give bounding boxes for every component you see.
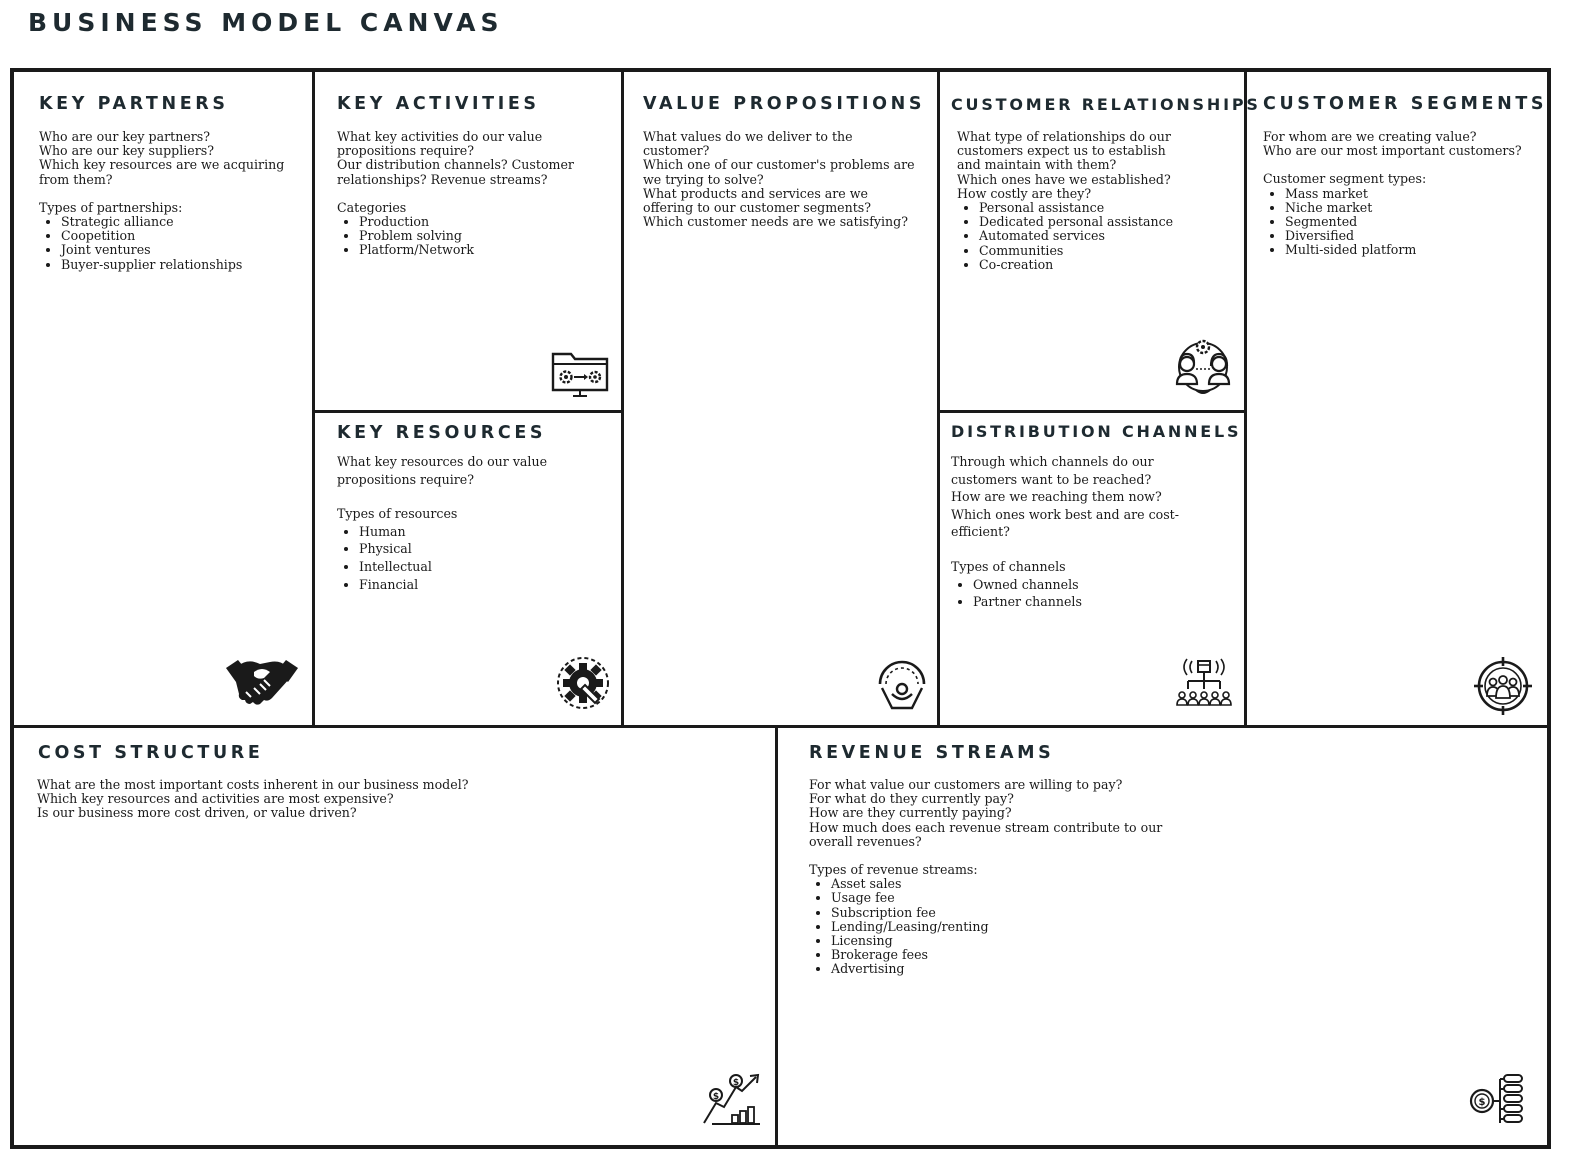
key-activities-block (315, 72, 621, 410)
list-title: Types of partnerships: (39, 199, 183, 215)
key-partners-block (14, 72, 312, 725)
list-item: • Automated services (979, 229, 1193, 243)
distribution-network-icon (1176, 657, 1232, 713)
channel-types-list (951, 576, 1179, 611)
list-item: • Asset sales (831, 877, 1209, 891)
question: How much does each revenue stream contribute to our overall revenues? (809, 819, 1163, 849)
resource-types-list (337, 523, 577, 593)
list-item: • Mass market (1285, 187, 1539, 201)
list-item: • Financial (359, 576, 577, 594)
list-item: • Owned channels (973, 576, 1179, 594)
list-title: Categories (337, 199, 407, 215)
block-title: KEY RESOURCES (337, 423, 547, 443)
question: How costly are they? (957, 185, 1092, 201)
question: Which key resources and activities are most expensive? (37, 791, 394, 807)
list-item: • Dedicated personal assistance (979, 215, 1193, 229)
list-item: • Coopetition (61, 229, 311, 243)
question: Which key resources are we acquiring from them? (39, 157, 285, 187)
block-body (809, 778, 1209, 977)
list-title: Types of resources (337, 506, 458, 522)
svg-text:$: $ (712, 1092, 720, 1102)
list-item: • Subscription fee (831, 906, 1209, 920)
page-title: BUSINESS MODEL CANVAS (28, 8, 504, 37)
question: Which one of our customer's problems are we trying to solve? (643, 157, 915, 187)
question: Is our business more cost driven, or value driven? (37, 805, 357, 821)
question: Which customer needs are we satisfying? (643, 214, 908, 230)
list-item: • Platform/Network (359, 243, 581, 257)
list-item: • Diversified (1285, 229, 1539, 243)
list-item: • Intellectual (359, 558, 577, 576)
block-body (951, 453, 1179, 611)
customer-segments-block (1247, 72, 1547, 725)
question: For what do they currently pay? (809, 791, 1014, 807)
question: How are we reaching them now? (951, 489, 1162, 505)
value-propositions-block (624, 72, 937, 725)
list-item: • Joint ventures (61, 243, 311, 257)
question: Which ones work best and are cost-efficient? (951, 506, 1180, 540)
question: What key resources do our value propositions require? (337, 454, 548, 487)
relationship-types-list (957, 201, 1193, 272)
question: Who are our key suppliers? (39, 143, 214, 159)
block-body (337, 130, 581, 258)
revenue-types-list (809, 877, 1209, 976)
customer-relationships-block (940, 72, 1261, 410)
list-item: • Niche market (1285, 201, 1539, 215)
question: For what value our customers are willing to pay? (809, 777, 1123, 792)
block-title: COST STRUCTURE (38, 743, 264, 763)
question: What are the most important costs inherent in our business model? (37, 777, 469, 792)
list-item: • Co-creation (979, 258, 1193, 272)
question: What values do we deliver to the customer? (643, 129, 853, 159)
question: What type of relationships do our customers expect us to establish and maintain with them? (957, 129, 1171, 173)
block-title: VALUE PROPOSITIONS (643, 94, 926, 114)
gear-wrench-icon (555, 655, 611, 711)
list-item: • Buyer-supplier relationships (61, 258, 311, 272)
block-body (337, 453, 577, 593)
list-item: • Strategic alliance (61, 215, 311, 229)
partnership-types-list (39, 215, 311, 272)
block-body (957, 130, 1193, 272)
question: Which ones have we established? (957, 171, 1171, 187)
question: Who are our most important customers? (1263, 143, 1522, 159)
list-item: • Brokerage fees (831, 948, 1209, 962)
key-resources-block (315, 413, 621, 725)
segment-types-list (1263, 187, 1539, 258)
cost-growth-chart-icon (702, 1073, 762, 1127)
question: Who are our key partners? (39, 129, 210, 144)
svg-text:$: $ (732, 1078, 740, 1088)
list-item: • Personal assistance (979, 201, 1193, 215)
list-item: • Physical (359, 540, 577, 558)
list-item: • Segmented (1285, 215, 1539, 229)
question: Through which channels do our customers want to be reached? (951, 454, 1154, 487)
list-title: Types of channels (951, 558, 1066, 574)
block-title: CUSTOMER RELATIONSHIPS (951, 95, 1261, 114)
list-item: • Partner channels (973, 593, 1179, 611)
activity-categories-list (337, 215, 581, 258)
question: For whom are we creating value? (1263, 129, 1477, 144)
value-gauge-icon (876, 658, 928, 712)
list-item: • Problem solving (359, 229, 581, 243)
question: How are they currently paying? (809, 805, 1012, 821)
block-body (1263, 130, 1539, 258)
list-item: • Usage fee (831, 891, 1209, 905)
list-title: Customer segment types: (1263, 171, 1427, 187)
revenue-coins-icon (1468, 1073, 1526, 1129)
handshake-icon (224, 650, 300, 710)
block-body (643, 130, 915, 229)
list-item: • Licensing (831, 934, 1209, 948)
list-item: • Lending/Leasing/renting (831, 920, 1209, 934)
block-title: REVENUE STREAMS (809, 743, 1055, 763)
customer-support-icon (1172, 336, 1234, 398)
list-item: • Production (359, 215, 581, 229)
list-item: • Human (359, 523, 577, 541)
list-item: • Communities (979, 244, 1193, 258)
block-title: KEY PARTNERS (39, 94, 229, 114)
svg-text:$: $ (1478, 1097, 1486, 1108)
block-body (39, 130, 311, 272)
distribution-channels-block (940, 413, 1244, 725)
block-title: CUSTOMER SEGMENTS (1263, 94, 1548, 114)
block-body (37, 778, 577, 821)
list-item: • Advertising (831, 962, 1209, 976)
block-title: KEY ACTIVITIES (337, 94, 540, 114)
revenue-streams-block (778, 728, 1547, 1145)
question: Our distribution channels? Customer relationships? Revenue streams? (337, 157, 574, 187)
block-title: DISTRIBUTION CHANNELS (951, 422, 1242, 441)
target-audience-icon (1473, 656, 1533, 716)
question: What products and services are we offering to our customer segments? (643, 185, 872, 216)
question: What key activities do our value propositions require? (337, 129, 543, 159)
process-folder-icon (551, 350, 609, 398)
list-item: • Multi-sided platform (1285, 243, 1539, 257)
list-title: Types of revenue streams: (809, 862, 978, 878)
cost-structure-block (14, 728, 775, 1145)
